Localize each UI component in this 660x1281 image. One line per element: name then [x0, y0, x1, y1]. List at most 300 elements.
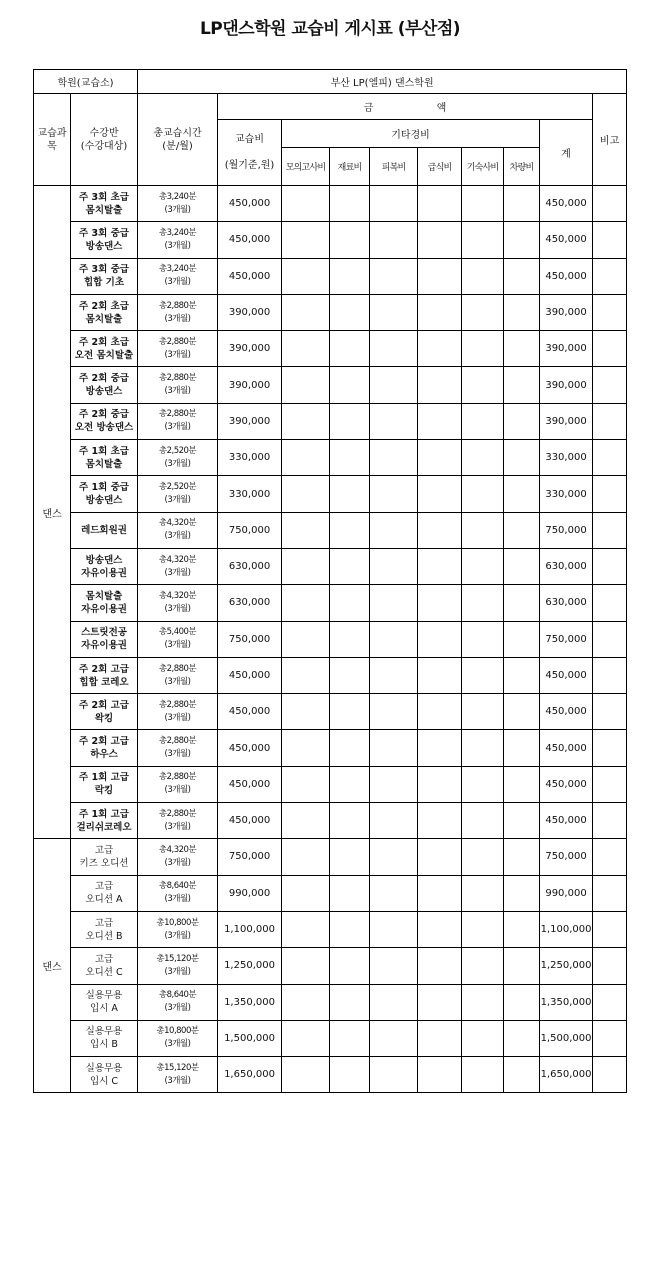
table-row: [34, 766, 627, 802]
total-hours-cell: 총15,120분 (3개월): [138, 1057, 218, 1093]
other-cost-cell: [370, 984, 418, 1020]
other-cost-cell: [330, 948, 370, 984]
other-cost-cell: [418, 803, 462, 839]
other-cost-cell: [330, 766, 370, 802]
total-cell: 750,000: [540, 621, 593, 657]
course-cell: 스트릿전공 자유이용권: [71, 621, 138, 657]
other-cost-cell: [462, 694, 504, 730]
other-cost-cell: [370, 512, 418, 548]
tuition-cell: 390,000: [218, 331, 282, 367]
tuition-cell: 450,000: [218, 766, 282, 802]
table-row: [34, 294, 627, 330]
course-cell: 주 2회 고급 힙합 코레오: [71, 657, 138, 693]
other-cost-cell: [370, 367, 418, 403]
other-cost-cell: [418, 875, 462, 911]
total-cell: 1,350,000: [540, 984, 593, 1020]
other-cost-cell: [462, 657, 504, 693]
total-hours-cell: 총2,520분 (3개월): [138, 440, 218, 476]
table-row: [34, 730, 627, 766]
course-cell: 주 1회 초급 몸치탈출: [71, 440, 138, 476]
total-hours-cell: 총3,240분 (3개월): [138, 222, 218, 258]
total-hours-cell: 총2,880분 (3개월): [138, 331, 218, 367]
other-cost-cell: [330, 331, 370, 367]
remarks-cell: [593, 367, 627, 403]
table-row: [34, 331, 627, 367]
other-cost-cell: [370, 694, 418, 730]
other-cost-cell: [370, 730, 418, 766]
other-cost-cell: [370, 258, 418, 294]
other-cost-cell: [462, 440, 504, 476]
tuition-cell: 1,650,000: [218, 1057, 282, 1093]
other-cost-cell: [418, 621, 462, 657]
course-cell: 주 1회 중급 방송댄스: [71, 476, 138, 512]
other-cost-cell: [504, 222, 540, 258]
other-cost-cell: [282, 984, 330, 1020]
remarks-cell: [593, 222, 627, 258]
other-cost-cell: [370, 657, 418, 693]
other-cost-cell: [330, 585, 370, 621]
other-cost-cell: [504, 585, 540, 621]
total-hours-cell: 총10,800분 (3개월): [138, 1020, 218, 1056]
tuition-cell: 630,000: [218, 585, 282, 621]
total-hours-cell: 총10,800분 (3개월): [138, 911, 218, 947]
other-cost-cell: [370, 875, 418, 911]
total-cell: 750,000: [540, 512, 593, 548]
total-hours-cell: 총2,880분 (3개월): [138, 657, 218, 693]
total-hours-cell: 총2,520분 (3개월): [138, 476, 218, 512]
total-cell: 390,000: [540, 367, 593, 403]
remarks-cell: [593, 948, 627, 984]
other-cost-cell: [330, 294, 370, 330]
other-cost-cell: [330, 803, 370, 839]
other-cost-cell: [282, 657, 330, 693]
total-hours-cell: 총4,320분 (3개월): [138, 839, 218, 875]
other-cost-cell: [370, 1057, 418, 1093]
other-cost-cell: [462, 367, 504, 403]
total-hours-cell: 총4,320분 (3개월): [138, 585, 218, 621]
other-cost-cell: [282, 186, 330, 222]
other-cost-cell: [462, 839, 504, 875]
other-cost-cell: [330, 548, 370, 584]
remarks-cell: [593, 875, 627, 911]
other-cost-cell: [282, 621, 330, 657]
other-cost-cell: [330, 1020, 370, 1056]
other-cost-cell: [370, 621, 418, 657]
remarks-cell: [593, 476, 627, 512]
other-cost-cell: [370, 440, 418, 476]
remarks-cell: [593, 1057, 627, 1093]
remarks-cell: [593, 1020, 627, 1056]
other-cost-cell: [504, 948, 540, 984]
other-cost-cell: [504, 440, 540, 476]
subject-cell: 댄스: [34, 839, 71, 1093]
other-cost-cell: [282, 585, 330, 621]
remarks-cell: [593, 548, 627, 584]
other-cost-cell: [282, 839, 330, 875]
course-cell: 레드회원권: [71, 512, 138, 548]
total-hours-cell: 총4,320분 (3개월): [138, 512, 218, 548]
other-cost-cell: [418, 476, 462, 512]
other-cost-cell: [462, 585, 504, 621]
other-cost-cell: [462, 766, 504, 802]
table-row: [34, 222, 627, 258]
table-row: [34, 1057, 627, 1093]
table-row: [34, 548, 627, 584]
total-cell: 450,000: [540, 766, 593, 802]
remarks-cell: [593, 294, 627, 330]
tuition-cell: 450,000: [218, 657, 282, 693]
other-cost-cell: [462, 803, 504, 839]
table-row: [34, 367, 627, 403]
other-cost-cell: [282, 948, 330, 984]
other-cost-cell: [370, 222, 418, 258]
tuition-cell: 450,000: [218, 694, 282, 730]
total-hours-cell: 총8,640분 (3개월): [138, 984, 218, 1020]
remarks-cell: [593, 403, 627, 439]
course-cell: 주 1회 고급 걸리쉬코레오: [71, 803, 138, 839]
total-hours-cell: 총2,880분 (3개월): [138, 694, 218, 730]
subject-cell: 댄스: [34, 186, 71, 839]
other-cost-cell: [370, 548, 418, 584]
other-cost-cell: [462, 911, 504, 947]
total-hours-cell: 총3,240분 (3개월): [138, 258, 218, 294]
total-cell: 1,650,000: [540, 1057, 593, 1093]
course-cell: 주 1회 고급 락킹: [71, 766, 138, 802]
course-header: 수강반 (수강대상): [71, 94, 138, 186]
total-cell: 390,000: [540, 294, 593, 330]
other-cost-cell: [504, 766, 540, 802]
other-cost-cell: [504, 911, 540, 947]
course-cell: 주 2회 초급 오전 몸치탈출: [71, 331, 138, 367]
course-cell: 몸치탈출 자유이용권: [71, 585, 138, 621]
other-cost-cell: [282, 548, 330, 584]
other-cost-cell: [418, 403, 462, 439]
remarks-cell: [593, 911, 627, 947]
other-cost-cell: [370, 766, 418, 802]
tuition-cell: 750,000: [218, 839, 282, 875]
total-cell: 630,000: [540, 548, 593, 584]
other-cost-cell: [370, 403, 418, 439]
other-cost-cell: [418, 984, 462, 1020]
total-cell: 390,000: [540, 331, 593, 367]
total-cell: 450,000: [540, 657, 593, 693]
tuition-cell: 630,000: [218, 548, 282, 584]
table-row: [34, 875, 627, 911]
other-cost-cell: [462, 621, 504, 657]
other-cost-cell: [330, 186, 370, 222]
table-row: [34, 984, 627, 1020]
course-cell: 주 3회 초급 몸치탈출: [71, 186, 138, 222]
other-cost-cell: [462, 730, 504, 766]
amount-header: 금 액: [218, 94, 593, 120]
other-cost-cell: [282, 694, 330, 730]
tuition-cell: 390,000: [218, 367, 282, 403]
tuition-cell: 1,100,000: [218, 911, 282, 947]
remarks-header: 비고: [593, 94, 627, 186]
total-hours-cell: 총2,880분 (3개월): [138, 294, 218, 330]
total-hours-header: 총교습시간 (분/월): [138, 94, 218, 186]
other-cost-cell: [282, 294, 330, 330]
total-cell: 450,000: [540, 186, 593, 222]
other-cost-cell: [418, 585, 462, 621]
other-cost-cell: [330, 621, 370, 657]
table-row: [34, 657, 627, 693]
total-cell: 1,500,000: [540, 1020, 593, 1056]
other-cost-cell: [282, 730, 330, 766]
tuition-cell: 450,000: [218, 222, 282, 258]
other-cost-cell: [504, 1057, 540, 1093]
course-cell: 실용무용 입시 C: [71, 1057, 138, 1093]
other-cost-cell: [504, 258, 540, 294]
tuition-cell: 390,000: [218, 403, 282, 439]
other-cost-cell: [330, 875, 370, 911]
remarks-cell: [593, 803, 627, 839]
other-cost-cell: [462, 548, 504, 584]
course-cell: 고급 키즈 오디션: [71, 839, 138, 875]
other-cost-cell: [282, 367, 330, 403]
total-hours-cell: 총3,240분 (3개월): [138, 186, 218, 222]
other-cost-cell: [370, 1020, 418, 1056]
table-row: [34, 839, 627, 875]
other-cost-cell: [462, 331, 504, 367]
other-cost-cell: [418, 766, 462, 802]
tuition-cell: 1,250,000: [218, 948, 282, 984]
other-cost-cell: [504, 1020, 540, 1056]
other-cost-cell: [282, 911, 330, 947]
other-cost-cell: [418, 222, 462, 258]
tuition-cell: 450,000: [218, 803, 282, 839]
total-cell: 450,000: [540, 258, 593, 294]
table-row: [34, 585, 627, 621]
course-cell: 고급 오디션 A: [71, 875, 138, 911]
remarks-cell: [593, 694, 627, 730]
tuition-header: 교습비 (월기준,원): [218, 120, 282, 186]
table-row: [34, 1020, 627, 1056]
other-cost-cell: [282, 1020, 330, 1056]
table-row: [34, 440, 627, 476]
other-cost-cell: [330, 367, 370, 403]
other-cost-cell: [330, 694, 370, 730]
other-cost-cell: [370, 186, 418, 222]
other-cost-cell: [418, 548, 462, 584]
remarks-cell: [593, 621, 627, 657]
tuition-cell: 450,000: [218, 730, 282, 766]
other-cost-cell: [504, 621, 540, 657]
other-cost-cell: [418, 657, 462, 693]
course-cell: 고급 오디션 B: [71, 911, 138, 947]
other-cost-cell: [504, 839, 540, 875]
other-cost-cell: [282, 803, 330, 839]
other-cost-cell: [504, 657, 540, 693]
other-cost-cell: [504, 476, 540, 512]
other-cost-cell: [282, 1057, 330, 1093]
table-row: [34, 403, 627, 439]
remarks-cell: [593, 839, 627, 875]
course-cell: 주 2회 고급 왁킹: [71, 694, 138, 730]
table-row: [34, 803, 627, 839]
other-cost-cell: [462, 258, 504, 294]
table-row: [34, 512, 627, 548]
other-cost-cell: [418, 186, 462, 222]
other-cost-item-header: 모의고사비: [282, 148, 330, 186]
other-cost-cell: [418, 948, 462, 984]
other-cost-cell: [504, 803, 540, 839]
other-cost-cell: [418, 331, 462, 367]
other-cost-cell: [418, 694, 462, 730]
tuition-cell: 1,350,000: [218, 984, 282, 1020]
other-cost-cell: [504, 548, 540, 584]
table-row: [34, 258, 627, 294]
total-hours-cell: 총2,880분 (3개월): [138, 367, 218, 403]
other-cost-cell: [418, 258, 462, 294]
total-cell: 990,000: [540, 875, 593, 911]
total-hours-cell: 총2,880분 (3개월): [138, 730, 218, 766]
other-cost-item-header: 기숙사비: [462, 148, 504, 186]
other-cost-cell: [504, 331, 540, 367]
remarks-cell: [593, 258, 627, 294]
course-cell: 주 2회 중급 오전 방송댄스: [71, 403, 138, 439]
other-cost-cell: [370, 839, 418, 875]
table-row: [34, 911, 627, 947]
remarks-cell: [593, 766, 627, 802]
other-costs-header: 기타경비: [282, 120, 540, 148]
tuition-cell: 990,000: [218, 875, 282, 911]
remarks-cell: [593, 512, 627, 548]
total-cell: 630,000: [540, 585, 593, 621]
course-cell: 고급 오디션 C: [71, 948, 138, 984]
remarks-cell: [593, 585, 627, 621]
other-cost-cell: [330, 222, 370, 258]
other-cost-cell: [282, 512, 330, 548]
other-cost-cell: [462, 222, 504, 258]
remarks-cell: [593, 730, 627, 766]
other-cost-cell: [418, 730, 462, 766]
other-cost-cell: [330, 839, 370, 875]
total-cell: 390,000: [540, 403, 593, 439]
total-hours-cell: 총5,400분 (3개월): [138, 621, 218, 657]
total-cell: 450,000: [540, 803, 593, 839]
other-cost-cell: [370, 294, 418, 330]
other-cost-cell: [462, 1020, 504, 1056]
table-row: [34, 694, 627, 730]
table-row: [34, 186, 627, 222]
course-cell: 방송댄스 자유이용권: [71, 548, 138, 584]
other-cost-item-header: 피복비: [370, 148, 418, 186]
other-cost-cell: [282, 403, 330, 439]
other-cost-cell: [418, 440, 462, 476]
course-cell: 주 2회 중급 방송댄스: [71, 367, 138, 403]
other-cost-cell: [504, 875, 540, 911]
other-cost-cell: [282, 258, 330, 294]
other-cost-cell: [330, 476, 370, 512]
total-cell: 750,000: [540, 839, 593, 875]
other-cost-cell: [462, 1057, 504, 1093]
other-cost-cell: [418, 1020, 462, 1056]
other-cost-item-header: 차량비: [504, 148, 540, 186]
other-cost-cell: [462, 512, 504, 548]
other-cost-cell: [370, 948, 418, 984]
other-cost-cell: [504, 403, 540, 439]
other-cost-cell: [462, 476, 504, 512]
other-cost-cell: [504, 694, 540, 730]
other-cost-cell: [330, 911, 370, 947]
page-title: LP댄스학원 교습비 게시표 (부산점): [199, 19, 461, 39]
course-cell: 실용무용 입시 B: [71, 1020, 138, 1056]
other-cost-cell: [418, 911, 462, 947]
remarks-cell: [593, 984, 627, 1020]
other-cost-cell: [330, 984, 370, 1020]
tuition-cell: 450,000: [218, 258, 282, 294]
remarks-cell: [593, 186, 627, 222]
total-cell: 450,000: [540, 694, 593, 730]
tuition-cell: 750,000: [218, 621, 282, 657]
course-cell: 실용무용 입시 A: [71, 984, 138, 1020]
total-hours-cell: 총15,120분 (3개월): [138, 948, 218, 984]
other-cost-cell: [370, 911, 418, 947]
other-cost-cell: [504, 186, 540, 222]
other-cost-cell: [330, 512, 370, 548]
other-cost-cell: [418, 367, 462, 403]
table-row: [34, 476, 627, 512]
tuition-cell: 390,000: [218, 294, 282, 330]
total-cell: 1,100,000: [540, 911, 593, 947]
other-cost-cell: [282, 766, 330, 802]
total-cell: 330,000: [540, 476, 593, 512]
other-cost-cell: [370, 476, 418, 512]
total-hours-cell: 총8,640분 (3개월): [138, 875, 218, 911]
other-cost-cell: [504, 984, 540, 1020]
other-cost-cell: [330, 403, 370, 439]
tuition-cell: 330,000: [218, 440, 282, 476]
other-cost-cell: [462, 875, 504, 911]
remarks-cell: [593, 657, 627, 693]
other-cost-cell: [282, 222, 330, 258]
other-cost-cell: [370, 331, 418, 367]
other-cost-cell: [330, 258, 370, 294]
table-row: [34, 948, 627, 984]
other-cost-cell: [282, 440, 330, 476]
other-cost-cell: [462, 294, 504, 330]
tuition-cell: 450,000: [218, 186, 282, 222]
other-cost-cell: [330, 730, 370, 766]
remarks-cell: [593, 331, 627, 367]
other-cost-cell: [462, 186, 504, 222]
total-hours-cell: 총2,880분 (3개월): [138, 803, 218, 839]
course-cell: 주 3회 중급 힙합 기초: [71, 258, 138, 294]
other-cost-cell: [330, 440, 370, 476]
other-cost-item-header: 급식비: [418, 148, 462, 186]
tuition-cell: 750,000: [218, 512, 282, 548]
other-cost-cell: [462, 984, 504, 1020]
total-hours-cell: 총4,320분 (3개월): [138, 548, 218, 584]
other-cost-cell: [462, 948, 504, 984]
tuition-cell: 1,500,000: [218, 1020, 282, 1056]
tuition-cell: 330,000: [218, 476, 282, 512]
other-cost-cell: [504, 730, 540, 766]
total-cell: 330,000: [540, 440, 593, 476]
other-cost-cell: [418, 839, 462, 875]
other-cost-cell: [282, 476, 330, 512]
other-cost-cell: [462, 403, 504, 439]
other-cost-cell: [370, 803, 418, 839]
total-cell: 450,000: [540, 730, 593, 766]
academy-name: 부산 LP(엘피) 댄스학원: [138, 70, 627, 94]
other-cost-cell: [330, 1057, 370, 1093]
other-cost-cell: [282, 875, 330, 911]
total-cell: 1,250,000: [540, 948, 593, 984]
other-cost-cell: [282, 331, 330, 367]
course-cell: 주 2회 초급 몸치탈출: [71, 294, 138, 330]
